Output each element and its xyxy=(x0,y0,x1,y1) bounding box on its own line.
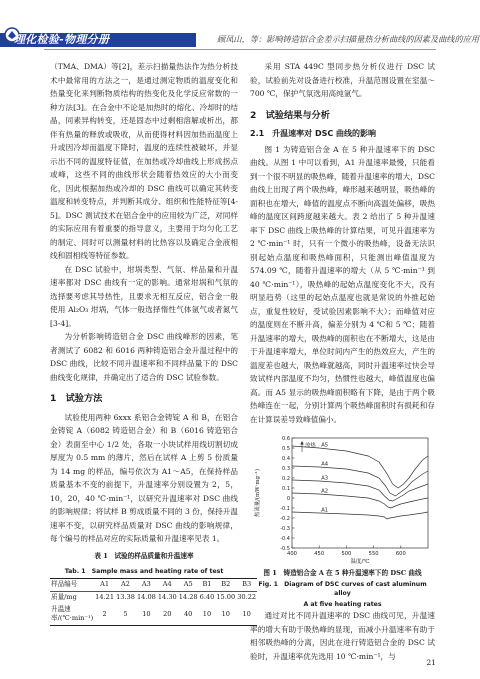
paragraph: 采用 STA 449C 型同步热分析仪进行 DSC 试验，试验前先对设备进行校准，升温范围设置在室温～700 ℃，保护气氛选用高纯氩气。 xyxy=(250,62,435,98)
series-label: A2 xyxy=(321,488,329,495)
table-cell: 14.21 xyxy=(95,593,115,601)
y-axis-label: 热流量/(mW·mg⁻¹) xyxy=(255,468,261,518)
paragraph: 为分析影响铸造铝合金 DSC 曲线峰形的因素，笔者测试了 6082 和 6016 两种铸造铝合金升温过程中的 DSC 曲线，比较不同升温速率和不同样品量下的 DSC 曲线变化规律，并确定出了适合的 DSC 试验参数。 xyxy=(50,332,238,382)
table-header-cell: B3 xyxy=(236,578,257,591)
table-cell: 14.30 xyxy=(157,593,177,601)
y-tick-label: 0 xyxy=(286,495,290,502)
series-label: A4 xyxy=(321,461,329,468)
table-cell: 10 xyxy=(199,604,216,626)
table-cell: 2 xyxy=(94,604,115,626)
table-cell: 14.08 xyxy=(136,593,156,601)
table-header-cell: A4 xyxy=(157,578,178,591)
figure-caption-en: Fig. 1 Diagram of DSC curves of cast aluminum alloy xyxy=(258,581,427,597)
x-axis-label: 温度/℃ xyxy=(350,559,370,565)
x-tick-label: 500 xyxy=(341,551,352,557)
paragraph: 试验使用两种 6xxx 系铝合金铸锭 A 和 B，在铝合金铸锭 A（6082 铸造铝合金）和 B（6016 铸造铝合金）表面至中心 1/2 处，各取一小块试样用线切割切成厚度为 0.5 mm 的薄片，然后在试样 A 上剪 5 份质量为 14 mg 的样品，编号依次为 A1～A5，在保持样品质量基本不变的前提下，升温速率分别设置为 2，5，10，20，40 ℃·min⁻¹，以研究升温速率对 DSC 曲线的影响规律；将试样 B 剪成质量不同的 3 份，保持升温速率不变，以研究样品质量对 DSC 曲线的影响规律，每个编号的样品对应的实际质量和升温速率见表 1。 xyxy=(50,412,238,543)
table-cell: 20 xyxy=(157,604,178,626)
x-tick-label: 450 xyxy=(314,551,325,557)
exo-arrow-head xyxy=(300,441,304,445)
section-heading: 1 试验方法 xyxy=(50,393,103,404)
table-header-cell: A2 xyxy=(115,578,136,591)
x-tick-label: 600 xyxy=(395,551,406,557)
x-tick-label: 550 xyxy=(368,551,379,557)
y-tick-label: -0.1 xyxy=(280,505,290,512)
y-tick-label: -0.3 xyxy=(280,525,290,532)
y-tick-label: -0.4 xyxy=(280,535,290,542)
y-tick-label: 0.5 xyxy=(282,445,290,452)
y-tick-label: 0.6 xyxy=(282,435,290,442)
series-line-A3 xyxy=(292,480,428,501)
table-header-cell: 样品编号 xyxy=(50,578,94,591)
dsc-chart xyxy=(250,432,435,567)
table-cell: 10 xyxy=(236,604,257,626)
table-cell: 13.38 xyxy=(116,593,135,601)
table-cell: 40 xyxy=(178,604,199,626)
table-cell: 10 xyxy=(136,604,157,626)
exo-annotation: 放热 xyxy=(305,443,316,449)
table-header-row xyxy=(50,578,257,591)
right-column xyxy=(250,60,435,663)
series-line-A1 xyxy=(292,512,428,519)
table-caption-en: Tab. 1 Sample mass and heating rate of test xyxy=(64,567,224,575)
table-cell: 升温速率/(℃·min⁻¹) xyxy=(50,604,94,626)
series-label: A5 xyxy=(321,442,329,449)
plot-frame xyxy=(292,438,428,548)
table-caption: 表 1 试验的样品质量和升温速率 xyxy=(94,551,194,560)
figure-caption: 图 1 铸造铝合金 A 在 5 种升温速率下的 DSC 曲线 xyxy=(263,569,422,577)
page-number: 21 xyxy=(426,658,436,667)
paragraph: （TMA、DMA）等[2]，差示扫描量热法作为热分析技术中最常用的方法之一，是通过测定物质的温度变化和热量变化来判断物质结构的热变化及化学反应常数的一种方法[3]。在合金中不论是加热时的熔化、冷却时的结晶，同素异构转变，还是固态中过剩相溶解或析出，都伴有热量的释放或吸收，从而使得材料因加热而温度上升或因冷却而温度下降时，温度的连续性被破坏，并显示出不同的温度特征值，在加热或冷却曲线上形成拐点或峰，这些不同的曲线形状会随着热效应的大小而变化，因此根据加热或冷却的 DSC 曲线可以确定其转变温度和转变特点，并判断其成分、组织和性能特征等[4-5]。DSC 测试技术在铝合金中的应用较为广泛，对同样的实际应用有着重要的指导意义，主要用于均匀化工艺的制定、同时可以测量材料的比热容以及确定合金液相线和固相线等特征参数。 xyxy=(50,62,238,260)
series-line-A2 xyxy=(292,493,428,508)
table-header-cell: A5 xyxy=(178,578,199,591)
y-tick-label: -0.2 xyxy=(280,515,290,522)
y-tick-label: 0.3 xyxy=(282,465,290,472)
sample-table xyxy=(50,578,257,626)
y-tick-label: 0.4 xyxy=(282,455,290,462)
table-header-cell: A3 xyxy=(136,578,157,591)
table-header-cell: A1 xyxy=(94,578,115,591)
table-cell: 15.00 xyxy=(216,593,236,601)
figure-caption-en: A at five heating rates xyxy=(303,601,382,608)
table-cell: 5 xyxy=(115,604,136,626)
left-column xyxy=(50,60,257,626)
subsection-heading: 2.1 升温速率对 DSC 曲线的影响 xyxy=(250,129,377,138)
y-tick-label: -0.5 xyxy=(280,545,290,552)
table-row xyxy=(50,604,257,626)
section-heading: 2 试验结果与分析 xyxy=(250,109,330,121)
journal-name: 理化检验-物理分册 xyxy=(14,33,110,46)
table-cell: 14.28 xyxy=(178,593,198,601)
table-cell: 6.40 xyxy=(199,593,215,601)
page-header xyxy=(0,0,480,52)
table-row xyxy=(50,591,257,604)
dsc-figure xyxy=(250,432,435,567)
table-cell: 30.22 xyxy=(237,593,257,601)
table-cell: 10 xyxy=(215,604,236,626)
running-title: 顾凤山，等：影响铸造铝合金差示扫描量热分析曲线的因素及曲线的应用 xyxy=(217,34,480,44)
paragraph: 在 DSC 试验中，坩埚类型、气氛、样品量和升温速率都对 DSC 曲线有一定的影响。通常坩埚和气氛的选择要考虑其导热性，且要求无相互反应，铝合金一般使用 Al₂O₃ 坩埚，气体一般选择惰性气体氩气或者氮气[3-4]。 xyxy=(50,264,238,328)
table-header-cell: B2 xyxy=(215,578,236,591)
series-label: A1 xyxy=(321,507,329,514)
y-tick-label: 0.2 xyxy=(282,475,290,482)
paragraph: 图 1 为铸造铝合金 A 在 5 种升温速率下的 DSC 曲线。从图 1 中可以看到，A1 升温速率最慢，只能看到一个很不明显的吸热峰，随着升温速率的增大，DSC 曲线上出现了两个吸热峰，峰形越来越明显，吸热峰的面积也在增大，峰值的温度点不断向高温处偏移，吸热峰的温度区间跨度越来越大。表 2 给出了 5 种升温速率下 DSC 曲线上吸热峰的计算结果，可见升温速率为 2 ℃·min⁻¹ 时，只有一个微小的吸热峰，设备无法识别起始点温度和吸热峰面积，只能测出峰值温度为 574.09 ℃，随着升温速率的增大（从 5 ℃·min⁻¹ 到 40 ℃·min⁻¹），吸热峰的起始点温度变化不大，没有明显趋势（这里的起始点温度也就是常说的外推起始点，重复性较好，受试验因素影响不大）；而峰值对应的温度则在不断升高，偏差分别为 4 ℃和 5 ℃；随着升温速率的增大，吸热峰的面积也在不断增大，这是由于升温速率增大，单位时间内产生的热效应大，产生的温度差也越大，吸热峰就越高，同时升温速率过快会导致试样内部温度不均匀，热惯性也越大，峰值温度也偏高。而 A5 显示的吸热峰面积略有下降，是由于两个吸热峰连在一起，分别计算两个吸热峰面积时有损耗和存在计算误差导致峰值偏小。 xyxy=(250,144,435,424)
table-header-cell: B1 xyxy=(199,578,216,591)
y-tick-label: 0.1 xyxy=(282,485,290,492)
series-label: A3 xyxy=(321,475,329,482)
table-cell: 质量/mg xyxy=(51,593,77,601)
header-rule xyxy=(44,49,436,50)
paragraph: 通过对比不同升温速率的 DSC 曲线可见，升温速率的增大有助于吸热峰的显现，而减小升温速率有助于相邻吸热峰的分离，因此在进行铸造铝合金的 DSC 试验时，升温速率优先选用 10 ℃·min⁻¹，与 xyxy=(250,611,435,661)
x-tick-label: 400 xyxy=(287,551,297,557)
